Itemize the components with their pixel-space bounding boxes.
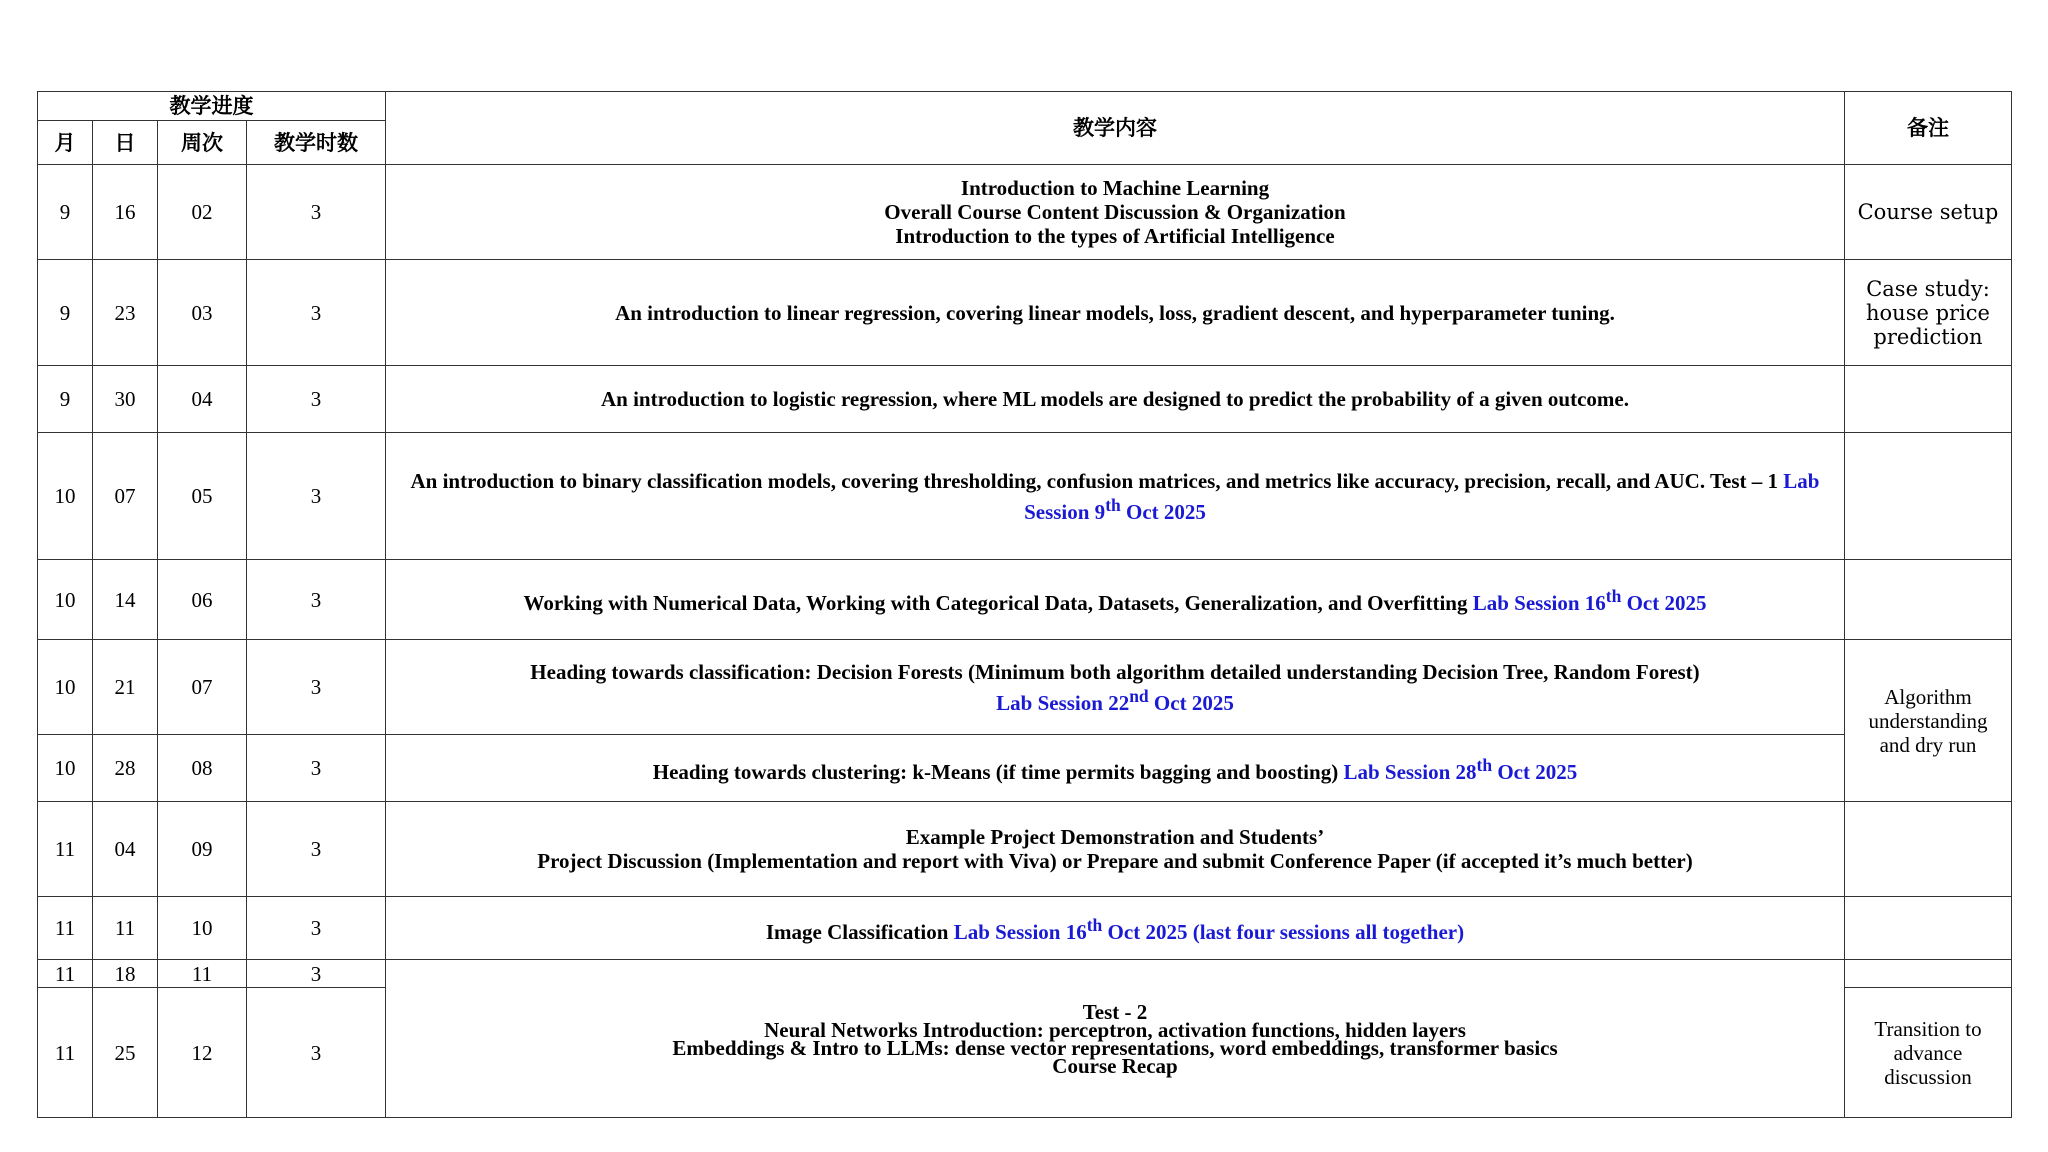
table-row — [38, 366, 2012, 433]
content-line: Course Recap — [1052, 1053, 1178, 1078]
cell-note — [1845, 802, 2012, 897]
cell-month: 10 — [38, 433, 93, 560]
lab-session-date: Oct 2025 — [1120, 499, 1206, 524]
cell-week: 08 — [158, 735, 247, 802]
header-progress-group: 教学进度 — [38, 92, 386, 121]
cell-hours: 3 — [247, 560, 386, 640]
cell-month: 9 — [38, 260, 93, 366]
content-line: Embeddings & Intro to LLMs: dense vector representations, word embeddings, transformer basics — [672, 1035, 1558, 1060]
table-row — [38, 802, 2012, 897]
lab-session-date: Oct 2025 (last four sessions all together) — [1102, 919, 1465, 944]
cell-content — [386, 165, 1845, 260]
cell-week: 07 — [158, 640, 247, 735]
lab-session-label: Lab Session 16 — [953, 919, 1087, 944]
content-text: Working with Numerical Data, Working with Categorical Data, Datasets, Generalization, and Overfitting — [523, 591, 1473, 615]
header-day: 日 — [93, 121, 158, 165]
cell-day: 25 — [93, 988, 158, 1118]
cell-month: 11 — [38, 988, 93, 1118]
cell-week: 10 — [158, 897, 247, 960]
lab-session-suffix: th — [1086, 914, 1103, 935]
lab-session-date: Oct 2025 — [1492, 759, 1578, 784]
table-row — [38, 260, 2012, 366]
cell-day: 30 — [93, 366, 158, 433]
content-line: Introduction to Machine Learning — [960, 176, 1270, 200]
cell-month: 11 — [38, 960, 93, 988]
cell-week: 04 — [158, 366, 247, 433]
header-content: 教学内容 — [386, 92, 1845, 165]
content-line: Introduction to the types of Artificial Intelligence — [895, 224, 1335, 248]
header-month: 月 — [38, 121, 93, 165]
cell-day: 18 — [93, 960, 158, 988]
content-text: Heading towards clustering: k-Means (if time permits bagging and boosting) — [652, 759, 1344, 784]
lab-session-suffix: th — [1105, 494, 1121, 515]
table-row — [38, 560, 2012, 640]
cell-content — [386, 433, 1845, 560]
cell-note — [1845, 560, 2012, 640]
lab-session-date: Oct 2025 — [1621, 591, 1707, 615]
table-row — [38, 640, 2012, 735]
content-line: Example Project Demonstration and Students’ — [905, 825, 1325, 849]
cell-hours: 3 — [247, 988, 386, 1118]
cell-week: 02 — [158, 165, 247, 260]
cell-content: An introduction to linear regression, covering linear models, loss, gradient descent, and hyperparameter tuning. — [386, 260, 1845, 366]
cell-content — [386, 897, 1845, 960]
cell-content — [386, 735, 1845, 802]
content-line: Overall Course Content Discussion & Organization — [884, 200, 1346, 224]
cell-note — [1845, 433, 2012, 560]
table-row — [38, 897, 2012, 960]
cell-day: 14 — [93, 560, 158, 640]
cell-hours: 3 — [247, 960, 386, 988]
lab-session-suffix: th — [1605, 586, 1622, 606]
lab-session-link — [953, 914, 1465, 944]
header-row-1 — [38, 92, 2012, 121]
cell-week: 05 — [158, 433, 247, 560]
table-row — [38, 735, 2012, 802]
cell-note — [1845, 897, 2012, 960]
cell-day: 04 — [93, 802, 158, 897]
cell-content — [386, 560, 1845, 640]
cell-month: 11 — [38, 802, 93, 897]
header-week: 周次 — [158, 121, 247, 165]
cell-content — [386, 802, 1845, 897]
table-row — [38, 433, 2012, 560]
content-line: Project Discussion (Implementation and report with Viva) or Prepare and submit Conference Paper (if accepted it’s much better) — [537, 849, 1693, 873]
header-notes: 备注 — [1845, 92, 2012, 165]
lab-session-label: Lab Session 16 — [1472, 591, 1606, 615]
cell-month: 11 — [38, 897, 93, 960]
cell-month: 10 — [38, 640, 93, 735]
lab-session-link — [392, 684, 1838, 715]
cell-hours: 3 — [247, 802, 386, 897]
lab-session-date: Oct 2025 — [1148, 690, 1234, 715]
cell-week: 11 — [158, 960, 247, 988]
cell-week: 09 — [158, 802, 247, 897]
content-line: Test - 2 — [1082, 999, 1148, 1024]
lab-session-link — [1472, 586, 1707, 615]
cell-note — [1845, 366, 2012, 433]
cell-hours: 3 — [247, 735, 386, 802]
cell-hours: 3 — [247, 260, 386, 366]
table-row — [38, 960, 2012, 988]
cell-week: 12 — [158, 988, 247, 1118]
lab-session-link — [1343, 754, 1578, 784]
cell-month: 10 — [38, 560, 93, 640]
cell-day: 21 — [93, 640, 158, 735]
cell-hours: 3 — [247, 433, 386, 560]
lab-session-label: Lab Session 22 — [996, 690, 1130, 715]
cell-hours: 3 — [247, 640, 386, 735]
cell-note: Course setup — [1845, 165, 2012, 260]
cell-content — [386, 640, 1845, 735]
schedule-table — [37, 91, 2012, 1118]
cell-hours: 3 — [247, 897, 386, 960]
cell-week: 06 — [158, 560, 247, 640]
header-hours: 教学时数 — [247, 121, 386, 165]
content-text: An introduction to binary classification models, covering thresholding, confusion matrices, and metrics like accuracy, precision, recall, and AUC. Test – 1 — [410, 468, 1784, 493]
content-text: Image Classification — [765, 919, 954, 944]
cell-month: 9 — [38, 366, 93, 433]
cell-day: 16 — [93, 165, 158, 260]
cell-day: 07 — [93, 433, 158, 560]
cell-note: Case study: house price prediction — [1845, 260, 2012, 366]
lab-session-label: Lab Session 9 — [1024, 468, 1820, 524]
cell-hours: 3 — [247, 366, 386, 433]
lab-session-suffix: th — [1476, 754, 1493, 775]
cell-content — [386, 960, 1845, 1118]
cell-note: Transition to advance discussion — [1845, 988, 2012, 1118]
cell-day: 23 — [93, 260, 158, 366]
cell-note — [1845, 960, 2012, 988]
cell-hours: 3 — [247, 165, 386, 260]
table-row — [38, 165, 2012, 260]
lab-session-label: Lab Session 28 — [1343, 759, 1477, 784]
cell-month: 9 — [38, 165, 93, 260]
cell-note: Algorithm understanding and dry run — [1845, 640, 2012, 802]
cell-week: 03 — [158, 260, 247, 366]
content-line: Neural Networks Introduction: perceptron, activation functions, hidden layers — [764, 1017, 1466, 1042]
cell-month: 10 — [38, 735, 93, 802]
cell-day: 28 — [93, 735, 158, 802]
lab-session-suffix: nd — [1129, 685, 1149, 706]
content-text: Heading towards classification: Decision Forests (Minimum both algorithm detailed understanding Decision Tree, Random Forest) — [530, 659, 1700, 684]
cell-day: 11 — [93, 897, 158, 960]
cell-content: An introduction to logistic regression, where ML models are designed to predict the probability of a given outcome. — [386, 366, 1845, 433]
